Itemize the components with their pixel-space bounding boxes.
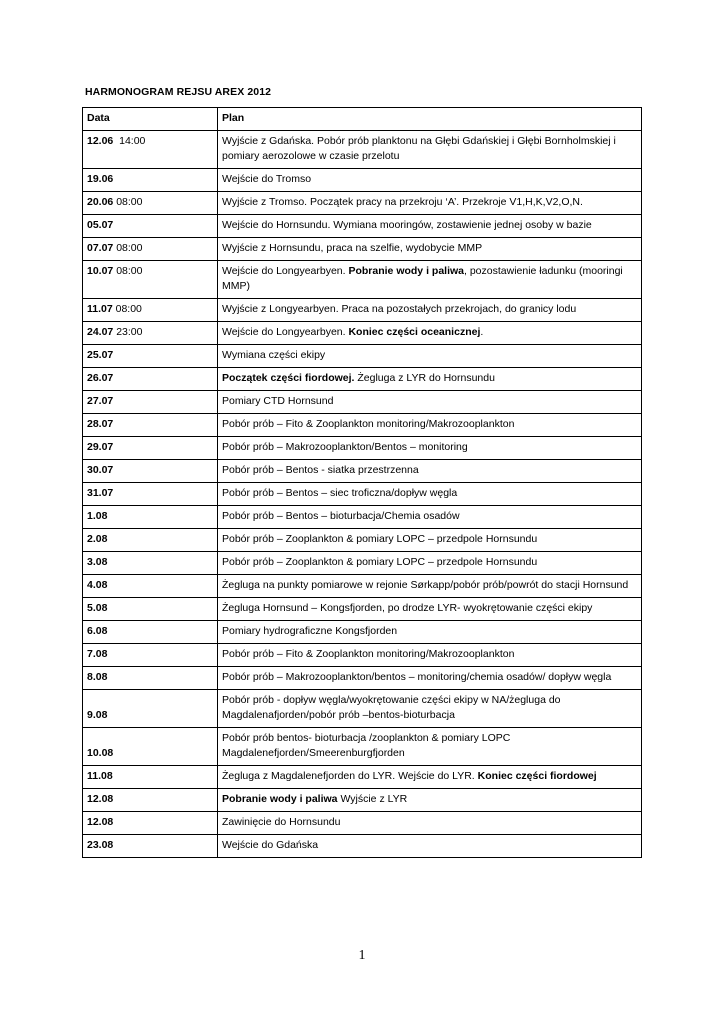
row-plan-cell [218,437,642,460]
row-date: 19.06 [87,173,114,185]
plan-text: Pobór prób bentos- bioturbacja /zooplankton & pomiary LOPC Magdalenefjorden/Smeerenburgfjorden [222,732,514,759]
plan-text: Wejście do Hornsundu. Wymiana mooringów, zostawienie jednej osoby w bazie [222,219,592,231]
row-date: 1.08 [87,510,108,522]
plan-text: Żegluga z LYR do Hornsundu [354,372,495,384]
row-date: 05.07 [87,219,114,231]
table-header-row [83,108,642,131]
row-date-cell [83,506,218,529]
row-date-cell [83,299,218,322]
row-date: 12.08 [87,793,114,805]
table-row [83,169,642,192]
table-row [83,835,642,858]
plan-text-bold: Koniec części fiordowej [477,770,597,782]
row-date-cell [83,529,218,552]
table-row [83,690,642,728]
row-date: 9.08 [87,709,108,721]
table-row [83,644,642,667]
table-row [83,192,642,215]
row-plan-cell [218,391,642,414]
plan-text: Wejście do Longyearbyen. [222,326,349,338]
table-row [83,261,642,299]
row-plan-cell [218,483,642,506]
row-date: 5.08 [87,602,108,614]
table-row [83,238,642,261]
table-row [83,766,642,789]
plan-text: Wyjście z LYR [337,793,408,805]
row-date: 10.07 [87,265,114,277]
plan-text: Pobór prób – Makrozooplankton/Bentos – monitoring [222,441,468,453]
row-date: 8.08 [87,671,108,683]
row-plan-cell [218,766,642,789]
row-time: 08:00 [112,303,142,315]
plan-text: Żegluga Hornsund – Kongsfjorden, po drodze LYR- wyokrętowanie części ekipy [222,602,593,614]
row-date: 30.07 [87,464,114,476]
row-plan-cell [218,575,642,598]
plan-text: , pozostawienie ładunku (mooringi MMP) [222,265,626,292]
row-date: 20.06 [87,196,114,208]
plan-text: . [480,326,484,338]
plan-text: Pobór prób - dopływ węgla/wyokrętowanie części ekipy w NA/żegluga do Magdalenafjorden/pobór prób –bentos-bioturbacja [222,694,564,721]
row-date: 12.06 [87,135,114,147]
table-row [83,621,642,644]
table-row [83,506,642,529]
row-plan-cell [218,789,642,812]
table-row [83,460,642,483]
plan-text: Pobór prób – Makrozooplankton/bentos – monitoring/chemia osadów/ dopływ węgla [222,671,612,683]
row-plan-cell [218,667,642,690]
row-date-cell [83,345,218,368]
plan-text: Wymiana części ekipy [222,349,326,361]
row-date: 12.08 [87,816,114,828]
row-date-cell [83,131,218,169]
plan-text-bold: Pobranie wody i paliwa [348,265,464,277]
page-number: 1 [358,948,366,963]
row-date-cell [83,460,218,483]
row-plan-cell [218,261,642,299]
row-plan-cell [218,552,642,575]
row-time: 08:00 [113,242,143,254]
row-date: 11.08 [87,770,113,782]
row-plan-cell [218,131,642,169]
plan-text: Pomiary CTD Hornsund [222,395,334,407]
table-row [83,391,642,414]
row-date-cell [83,215,218,238]
row-time: 14:00 [113,135,146,147]
row-plan-cell [218,460,642,483]
row-date: 07.07 [87,242,114,254]
row-date: 6.08 [87,625,108,637]
row-date: 3.08 [87,556,108,568]
row-plan-cell [218,621,642,644]
plan-text: Wyjście z Hornsundu, praca na szelfie, wydobycie MMP [222,242,483,254]
table-row [83,789,642,812]
row-plan-cell [218,644,642,667]
row-plan-cell [218,598,642,621]
plan-text: Żegluga na punkty pomiarowe w rejonie Sørkapp/pobór prób/powrót do stacji Hornsund [222,579,629,591]
row-date-cell [83,835,218,858]
plan-text: Wyjście z Longyearbyen. Praca na pozostałych przekrojach, do granicy lodu [222,303,577,315]
plan-text: Pobór prób – Bentos – bioturbacja/Chemia osadów [222,510,460,522]
row-date-cell [83,766,218,789]
header-date: Data [83,108,218,131]
row-date-cell [83,192,218,215]
row-date-cell [83,598,218,621]
row-date-cell [83,322,218,345]
row-date-cell [83,169,218,192]
row-time: 23:00 [113,326,143,338]
schedule-table [82,107,642,858]
table-row [83,345,642,368]
row-plan-cell [218,215,642,238]
row-date-cell [83,667,218,690]
row-date-cell [83,789,218,812]
plan-text: Żegluga z Magdalenefjorden do LYR. Wejście do LYR. [222,770,478,782]
plan-text-bold: Początek części fiordowej. [222,372,355,384]
row-date-cell [83,552,218,575]
row-date: 31.07 [87,487,114,499]
row-date-cell [83,690,218,728]
row-plan-cell [218,192,642,215]
table-row [83,437,642,460]
table-row [83,215,642,238]
row-date: 29.07 [87,441,114,453]
table-row [83,575,642,598]
plan-text-bold: Pobranie wody i paliwa [222,793,338,805]
row-date-cell [83,644,218,667]
plan-text: Pomiary hydrograficzne Kongsfjorden [222,625,398,637]
table-row [83,667,642,690]
table-row [83,414,642,437]
plan-text: Pobór prób – Zooplankton & pomiary LOPC – przedpole Hornsundu [222,556,538,568]
plan-text: Wyjście z Tromso. Początek pracy na przekroju ‘A’. Przekroje V1,H,K,V2,O,N. [222,196,583,208]
plan-text: Pobór prób – Bentos – siec troficzna/dopływ węgla [222,487,458,499]
row-plan-cell [218,812,642,835]
row-plan-cell [218,299,642,322]
row-date-cell [83,238,218,261]
plan-text: Wejście do Gdańska [222,839,319,851]
table-row [83,598,642,621]
row-date: 10.08 [87,747,114,759]
row-date: 26.07 [87,372,114,384]
table-row [83,728,642,766]
plan-text: Pobór prób – Fito & Zooplankton monitoring/Makrozooplankton [222,648,515,660]
table-row [83,483,642,506]
plan-text: Pobór prób – Fito & Zooplankton monitoring/Makrozooplankton [222,418,515,430]
plan-text: Zawinięcie do Hornsundu [222,816,341,828]
row-time: 08:00 [113,265,143,277]
row-date-cell [83,575,218,598]
row-plan-cell [218,414,642,437]
table-row [83,552,642,575]
row-date: 2.08 [87,533,108,545]
table-row [83,322,642,345]
row-date-cell [83,414,218,437]
row-date: 23.08 [87,839,114,851]
row-plan-cell [218,169,642,192]
row-plan-cell [218,322,642,345]
table-row [83,299,642,322]
row-date-cell [83,437,218,460]
row-time: 08:00 [113,196,143,208]
row-plan-cell [218,506,642,529]
plan-text: Wyjście z Gdańska. Pobór prób planktonu na Głębi Gdańskiej i Głębi Bornholmskiej i pomiary aerozolowe w czasie przelotu [222,135,619,162]
row-date-cell [83,728,218,766]
row-plan-cell [218,835,642,858]
plan-text: Pobór prób – Bentos - siatka przestrzenna [222,464,419,476]
document-title: HARMONOGRAM REJSU AREX 2012 [85,86,272,98]
row-date-cell [83,621,218,644]
table-row [83,368,642,391]
row-plan-cell [218,690,642,728]
row-date-cell [83,261,218,299]
row-date-cell [83,483,218,506]
table-row [83,131,642,169]
table-row [83,529,642,552]
row-date: 11.07 [87,303,113,315]
row-date-cell [83,391,218,414]
row-plan-cell [218,529,642,552]
row-plan-cell [218,238,642,261]
plan-text: Wejście do Longyearbyen. [222,265,349,277]
row-date: 4.08 [87,579,108,591]
plan-text: Pobór prób – Zooplankton & pomiary LOPC – przedpole Hornsundu [222,533,538,545]
plan-text-bold: Koniec części oceanicznej [348,326,481,338]
header-plan: Plan [218,108,642,131]
row-plan-cell [218,728,642,766]
row-date: 7.08 [87,648,108,660]
row-date: 27.07 [87,395,114,407]
row-date-cell [83,368,218,391]
row-date: 24.07 [87,326,114,338]
table-row [83,812,642,835]
row-plan-cell [218,345,642,368]
plan-text: Wejście do Tromso [222,173,312,185]
row-plan-cell [218,368,642,391]
row-date: 28.07 [87,418,114,430]
row-date: 25.07 [87,349,114,361]
row-date-cell [83,812,218,835]
